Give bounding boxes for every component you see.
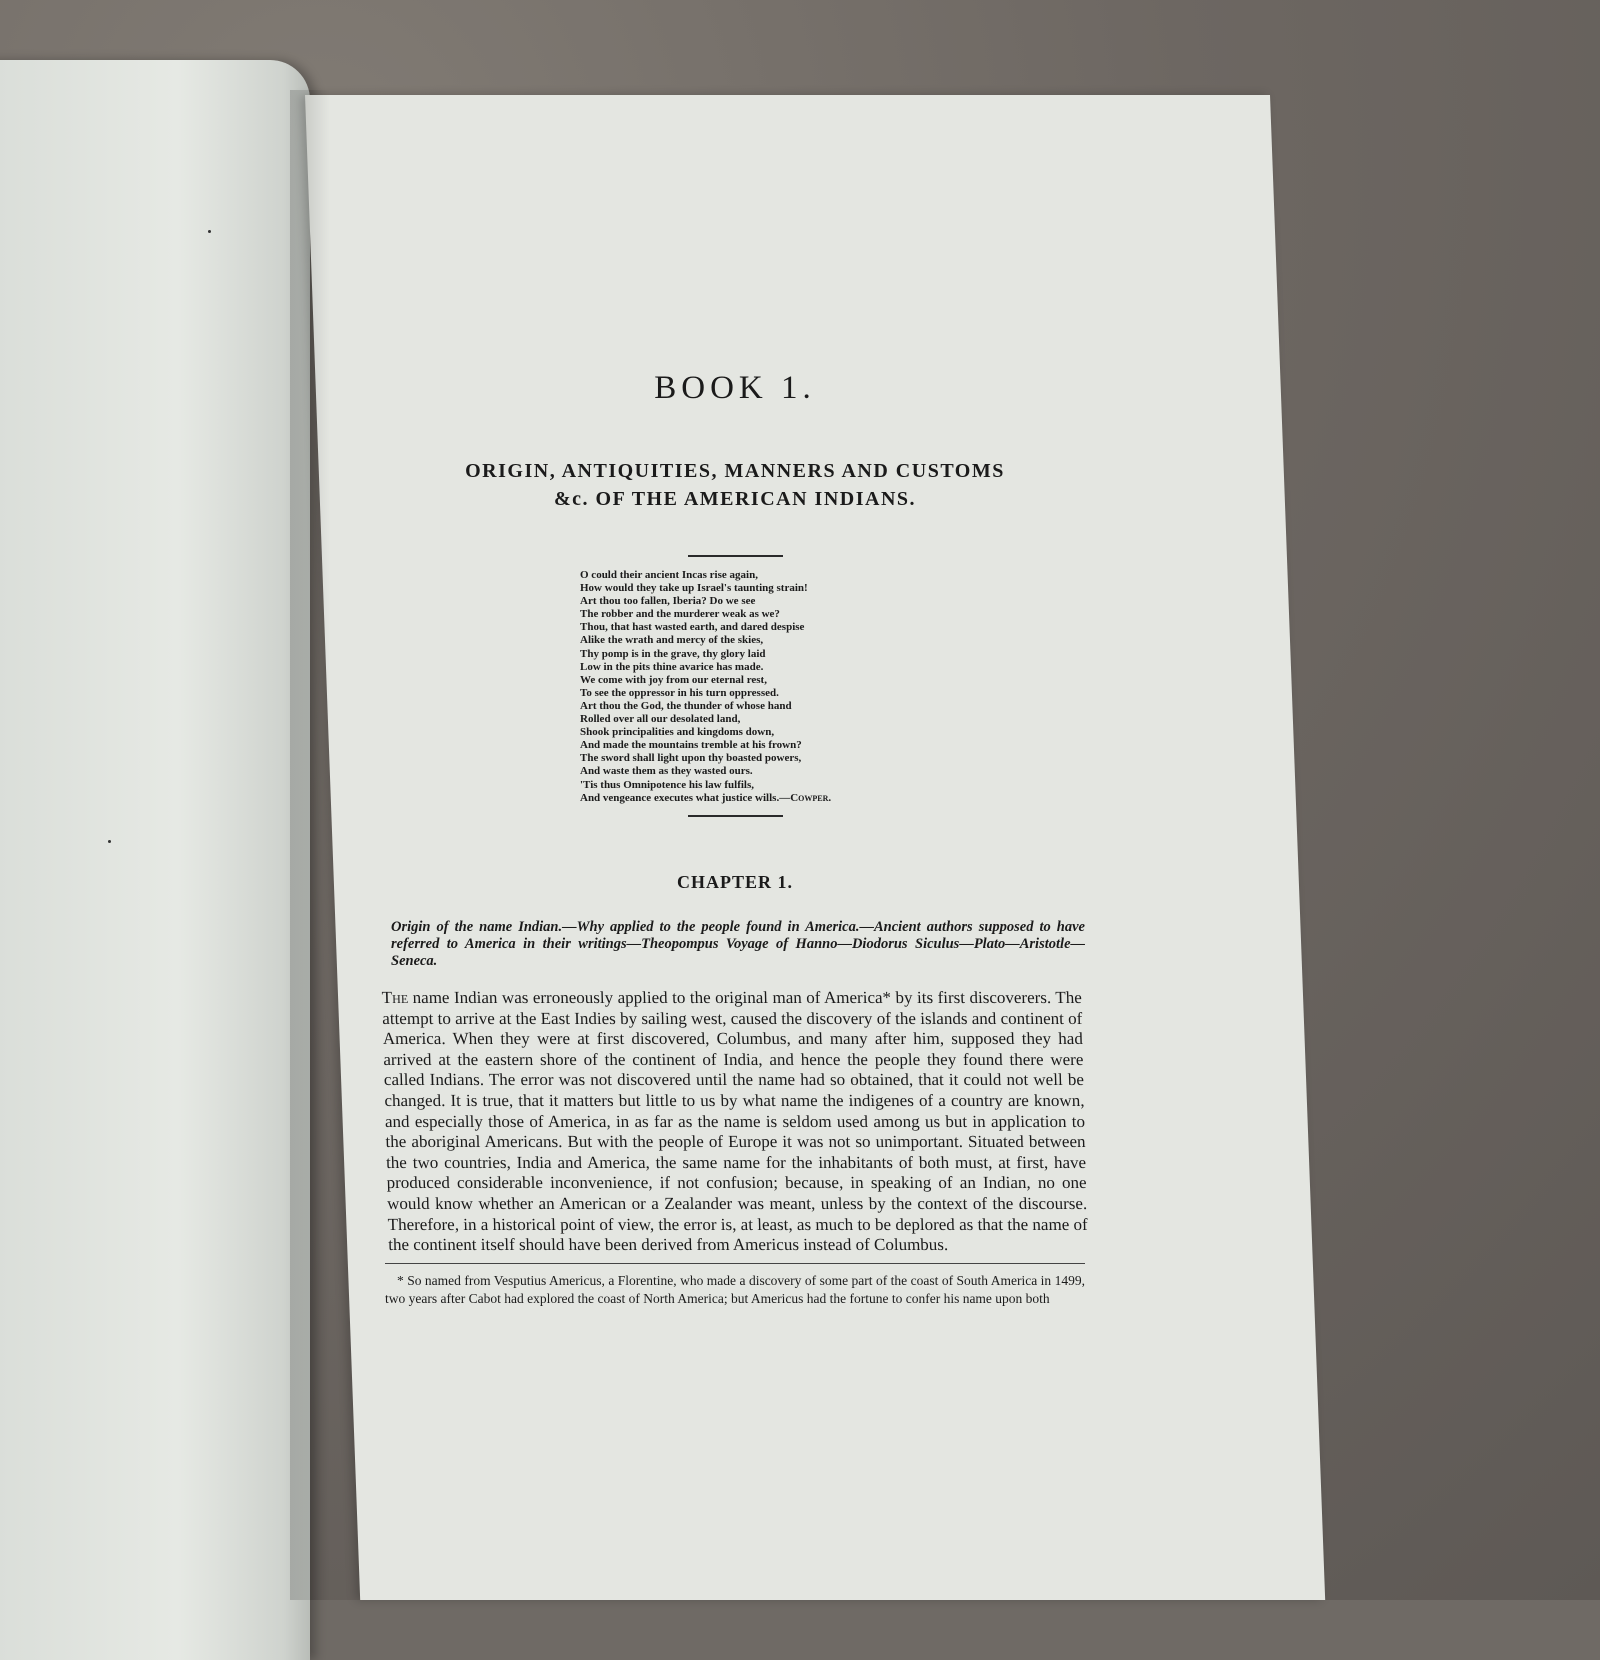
epigraph-line: Low in the pits thine avarice has made. (580, 660, 764, 673)
epigraph-line: To see the oppressor in his turn oppressed. (580, 686, 779, 699)
body-first-word: The (381, 987, 409, 1007)
chapter-heading: CHAPTER 1. (676, 871, 793, 892)
epigraph-line: Thou, that hast wasted earth, and dared despise (580, 621, 805, 634)
epigraph (580, 569, 1085, 805)
subtitle-line-1: ORIGIN, ANTIQUITIES, MANNERS AND CUSTOMS (465, 460, 1005, 482)
epigraph-attribution: —Cowper. (779, 791, 832, 804)
book-heading: BOOK 1. (654, 370, 816, 406)
footnote-rule (385, 1263, 1085, 1264)
epigraph-line: Art thou the God, the thunder of whose hand (580, 699, 792, 712)
epigraph-line: The sword shall light upon thy boasted powers, (580, 752, 802, 765)
epigraph-line: Shook principalities and kingdoms down, (580, 726, 775, 739)
chapter-summary: Origin of the name Indian.—Why applied to the people found in America.—Ancient authors supposed to have referred to America in their writings—Theopompus Voyage of Hanno—Diodorus Siculus—Plato—Aristotle—Seneca. (391, 918, 1085, 969)
speck (208, 230, 211, 233)
epigraph-line: And waste them as they wasted ours. (580, 765, 753, 778)
epigraph-line: We come with joy from our eternal rest, (580, 673, 767, 686)
epigraph-final-line: And vengeance executes what justice wills. (580, 791, 780, 804)
epigraph-line: How would they take up Israel's taunting strain! (580, 582, 808, 595)
gutter-shadow (290, 90, 330, 1600)
book-subtitle (385, 457, 1085, 513)
epigraph-line: Art thou too fallen, Iberia? Do we see (580, 595, 756, 608)
epigraph-line: Rolled over all our desolated land, (580, 713, 741, 726)
epigraph-line: 'Tis thus Omnipotence his law fulfils, (580, 778, 754, 791)
epigraph-line: Alike the wrath and mercy of the skies, (580, 634, 764, 647)
subtitle-line-2: &c. OF THE AMERICAN INDIANS. (553, 488, 917, 510)
epigraph-line: Thy pomp is in the grave, thy glory laid (580, 647, 766, 660)
body-paragraph-text: name Indian was erroneously applied to the original man of America* by its first discoverers. The attempt to arrive at the East Indies by sailing west, caused the discovery of the islands and continent of America. When they were at first discovered, Columbus, and many after him, supposed they had arrived at the eastern shore of the continent of India, and hence the people they found there were called Indians. The error was not discovered until the name had so obtained, that it could not well be changed. It is true, that it matters but little to us by what name the indigenes of a country are known, and especially those of America, in as far as the name is seldom used among us but in application to the aboriginal Americans. But with the people of Europe it was not so unimportant. Situated between the two countries, India and America, the same name for the inhabitants of both must, at first, have produced considerable inconvenience, if not confusion; because, in speaking of an Indian, no one would know whether an American or a Zealander was meant, unless by the context of the discourse. Therefore, in a historical point of view, the error is, at least, as much to be deplored as that the name of the continent itself should have been derived from Americus instead of Columbus. (382, 987, 1088, 1254)
footnote: * So named from Vesputius Americus, a Florentine, who made a discovery of some part of the coast of South America in 1499, two years after Cabot had explored the coast of North America; but Americus had the fortune to confer his name upon both (385, 1273, 1085, 1307)
page-content (381, 370, 1088, 1308)
epigraph-line: The robber and the murderer weak as we? (580, 608, 780, 621)
body-paragraph (381, 988, 1088, 1256)
epigraph-rule-top (688, 555, 783, 557)
epigraph-line: And made the mountains tremble at his frown? (580, 739, 802, 752)
left-page (0, 60, 310, 1660)
epigraph-rule-bottom (688, 815, 783, 817)
epigraph-line: O could their ancient Incas rise again, (580, 569, 758, 581)
epigraph-line (580, 792, 1085, 805)
speck (108, 840, 111, 843)
